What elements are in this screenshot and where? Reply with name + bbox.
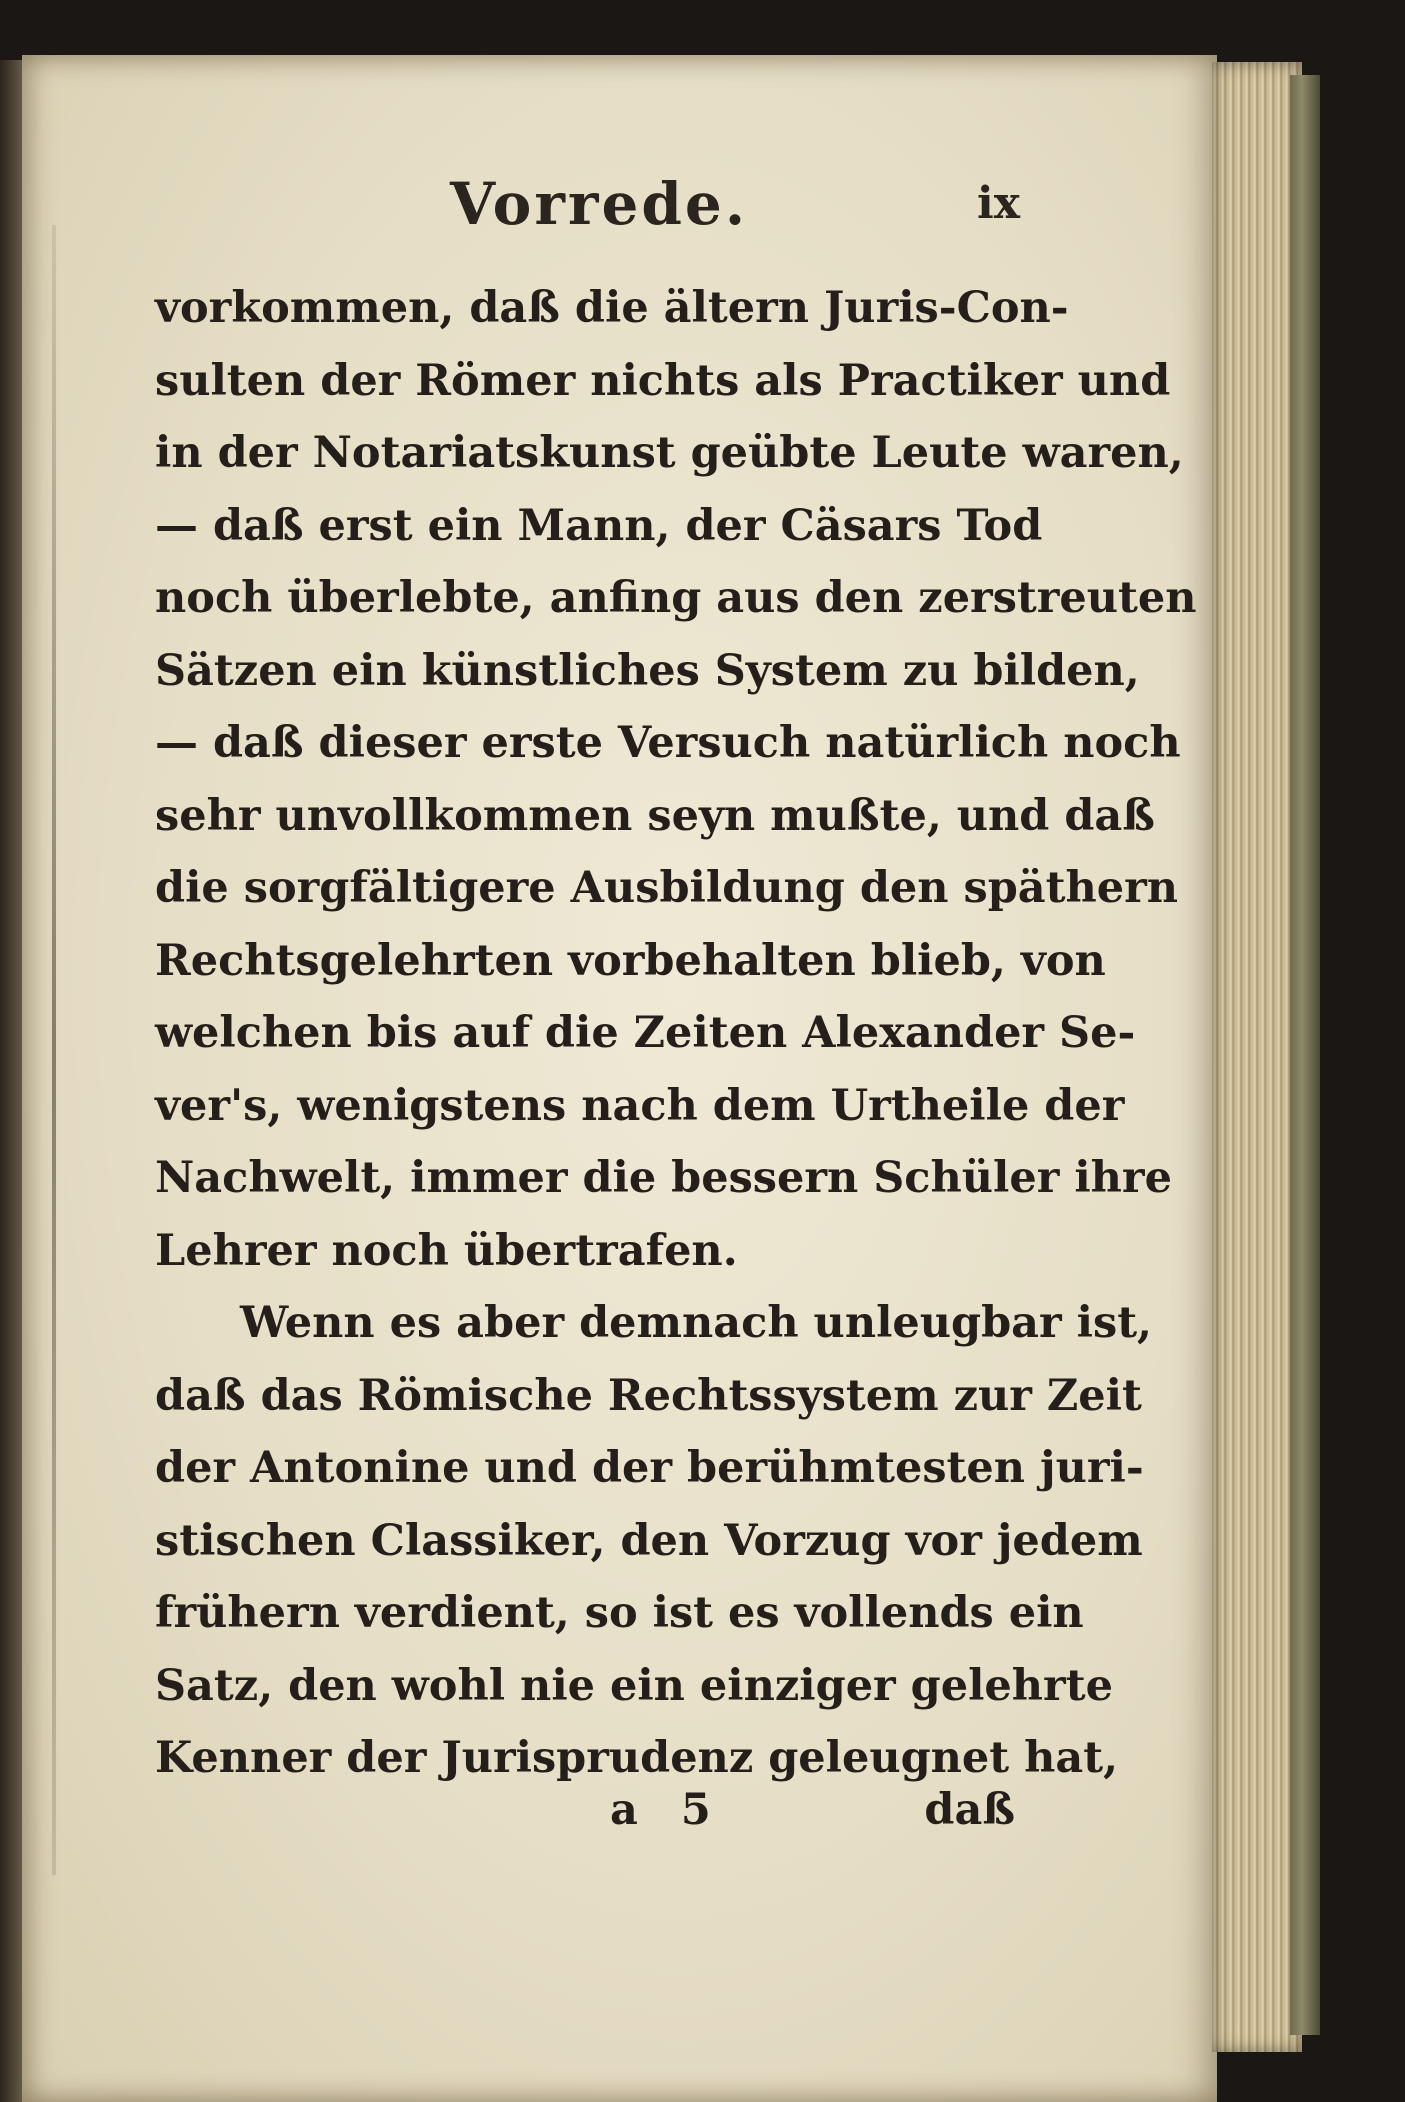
text-line: daß das Römische Rechtssystem zur Zeit: [155, 1370, 1142, 1421]
text-line: Kenner der Jurisprudenz geleugnet hat,: [155, 1733, 1119, 1783]
gutter-shadow: [52, 225, 56, 1875]
text-line: ver's, wenigstens nach dem Urtheile der: [155, 1080, 1125, 1131]
text-line: die sorgfältigere Ausbildung den späthern: [155, 863, 1179, 913]
text-line: sulten der Römer nichts als Practiker und: [155, 355, 1171, 406]
text-line: — daß dieser erste Versuch natürlich noch: [155, 718, 1181, 768]
running-head: Vorrede.: [450, 170, 749, 238]
text-line: stischen Classiker, den Vorzug vor jedem: [155, 1515, 1143, 1566]
text-line: frühern verdient, so ist es vollends ein: [155, 1588, 1084, 1638]
text-line: Lehrer noch übertrafen.: [155, 1225, 738, 1276]
text-line: — daß erst ein Mann, der Cäsars Tod: [155, 500, 1043, 551]
cover-edge: [1290, 75, 1320, 2035]
text-line: noch überlebte, anfing aus den zerstreuten: [155, 573, 1197, 623]
signature-mark: a 5: [610, 1785, 725, 1835]
text-line: Wenn es aber demnach unleugbar ist,: [240, 1298, 1153, 1348]
text-line: welchen bis auf die Zeiten Alexander Se-: [155, 1008, 1136, 1058]
text-line: in der Notariatskunst geübte Leute waren,: [155, 428, 1184, 478]
text-line: sehr unvollkommen seyn mußte, und daß: [155, 790, 1155, 841]
text-line: Rechtsgelehrten vorbehalten blieb, von: [155, 935, 1106, 986]
page-footer: [155, 1785, 1015, 1855]
page-number: ix: [977, 178, 1020, 229]
text-line: Satz, den wohl nie ein einziger gelehrte: [155, 1660, 1113, 1711]
catchword: daß: [924, 1785, 1015, 1835]
text-line: der Antonine und der berühmtesten juri-: [155, 1443, 1144, 1493]
text-line: Nachwelt, immer die bessern Schüler ihre: [155, 1153, 1172, 1203]
page-block-edges: [1212, 62, 1302, 2052]
text-line: Sätzen ein künstliches System zu bilden,: [155, 645, 1140, 696]
text-line: vorkommen, daß die ältern Juris-Con-: [155, 283, 1069, 333]
page-header: [150, 170, 1020, 250]
body-text: [155, 272, 1197, 1795]
